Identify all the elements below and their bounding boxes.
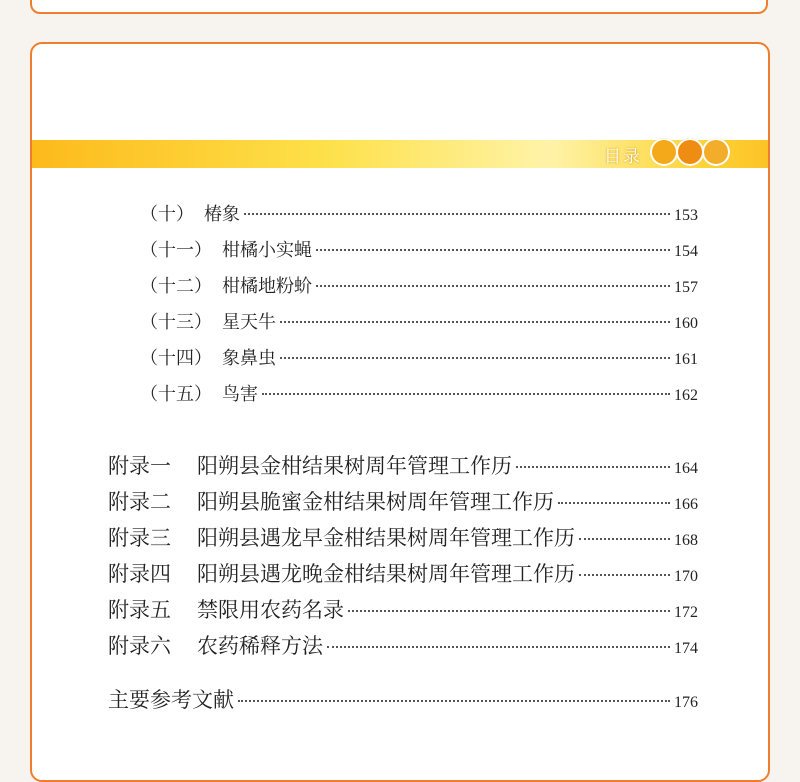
entry-title: 象鼻虫 [222, 348, 276, 369]
entry-title: 椿象 [204, 204, 240, 225]
toc-title: 目录 [604, 147, 642, 167]
appendix-entry[interactable] [108, 558, 698, 588]
entry-number: （十四） [140, 348, 212, 369]
leader-dots [558, 501, 670, 504]
appendix-entry[interactable] [108, 486, 698, 516]
leader-dots [280, 320, 670, 323]
appendix-page: 168 [674, 532, 698, 549]
entry-number: （十二） [140, 276, 212, 297]
appendix-page: 164 [674, 460, 698, 477]
appendix-title: 阳朔县遇龙早金柑结果树周年管理工作历 [197, 526, 575, 550]
appendix-number: 附录三 [108, 526, 171, 550]
appendix-title: 阳朔县遇龙晚金柑结果树周年管理工作历 [197, 562, 575, 586]
leader-dots [316, 284, 670, 287]
toc-entry[interactable] [140, 272, 698, 298]
appendix-entry[interactable] [108, 450, 698, 480]
entry-page: 153 [674, 207, 698, 224]
appendix-number: 附录四 [108, 562, 171, 586]
appendix-entry[interactable] [108, 594, 698, 624]
leader-dots [516, 465, 670, 468]
toc-entry[interactable] [140, 380, 698, 406]
appendix-page: 170 [674, 568, 698, 585]
toc-card [30, 42, 770, 782]
leader-dots [579, 537, 670, 540]
appendix-page: 166 [674, 496, 698, 513]
leader-dots [238, 699, 670, 702]
entry-number: （十一） [140, 240, 212, 261]
decor-circle-icon [676, 138, 704, 166]
appendix-title: 阳朔县脆蜜金柑结果树周年管理工作历 [197, 490, 554, 514]
decor-circle-icon [650, 138, 678, 166]
leader-dots [280, 356, 670, 359]
toc-entry[interactable] [140, 344, 698, 370]
entry-title: 柑橘地粉蚧 [222, 276, 312, 297]
leader-dots [262, 392, 670, 395]
appendix-title: 农药稀释方法 [197, 634, 323, 658]
leader-dots [348, 609, 670, 612]
entry-number: （十五） [140, 384, 212, 405]
leader-dots [579, 573, 670, 576]
appendix-number: 附录一 [108, 454, 171, 478]
toc-entry[interactable] [140, 308, 698, 334]
entry-number: （十） [140, 204, 194, 225]
leader-dots [316, 248, 670, 251]
appendix-number: 附录六 [108, 634, 171, 658]
appendix-page: 172 [674, 604, 698, 621]
entry-title: 星天牛 [222, 312, 276, 333]
entry-page: 157 [674, 279, 698, 296]
toc-entry[interactable] [140, 200, 698, 226]
entry-title: 柑橘小实蝇 [222, 240, 312, 261]
appendix-page: 174 [674, 640, 698, 657]
appendix-number: 附录五 [108, 598, 171, 622]
leader-dots [327, 645, 670, 648]
header-band [32, 140, 770, 168]
appendix-title: 禁限用农药名录 [197, 598, 344, 622]
entry-page: 162 [674, 387, 698, 404]
references-entry[interactable] [108, 684, 698, 714]
entry-page: 154 [674, 243, 698, 260]
appendix-entry[interactable] [108, 630, 698, 660]
appendix-entry[interactable] [108, 522, 698, 552]
entry-page: 160 [674, 315, 698, 332]
toc-entry[interactable] [140, 236, 698, 262]
entry-number: （十三） [140, 312, 212, 333]
entry-title: 鸟害 [222, 384, 258, 405]
entry-page: 161 [674, 351, 698, 368]
top-card-edge [30, 0, 768, 14]
appendix-title: 阳朔县金柑结果树周年管理工作历 [197, 454, 512, 478]
appendix-number: 附录二 [108, 490, 171, 514]
references-page: 176 [674, 694, 698, 711]
references-title: 主要参考文献 [108, 688, 234, 712]
decor-circle-icon [702, 138, 730, 166]
leader-dots [244, 212, 670, 215]
